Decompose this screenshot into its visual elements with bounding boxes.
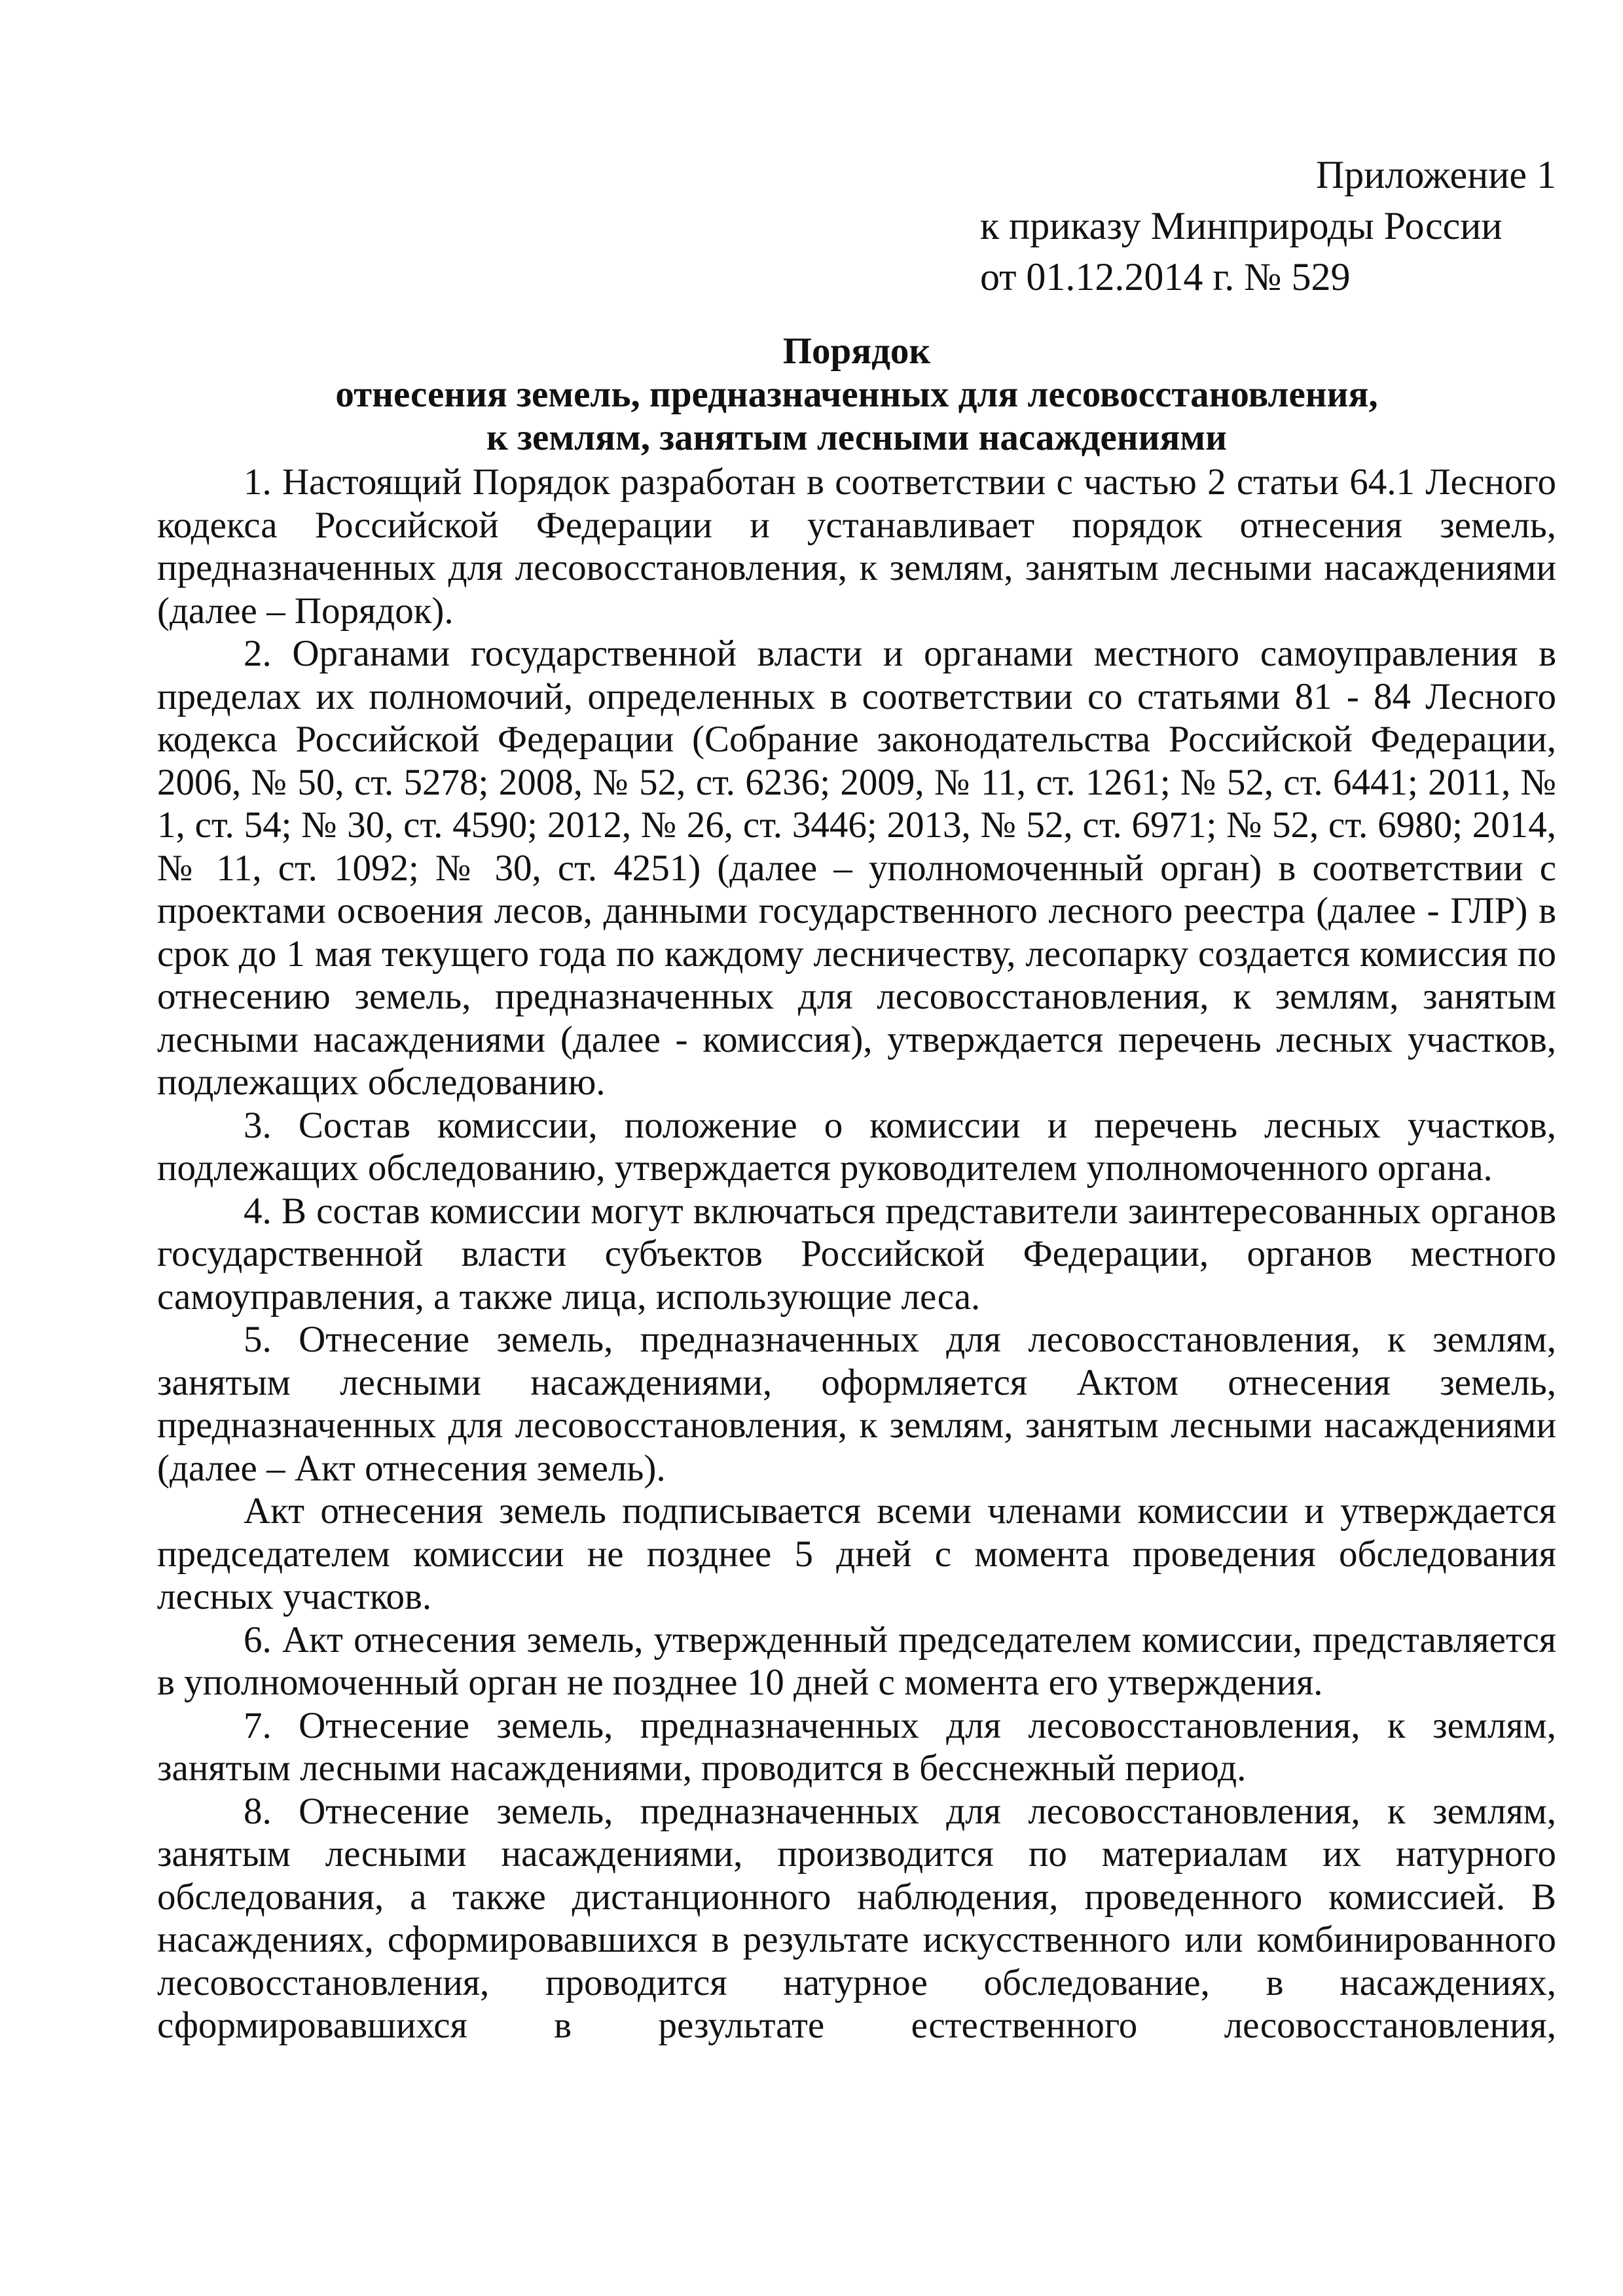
document-title: [157, 330, 1556, 459]
paragraph-6: 6. Акт отнесения земель, утвержденный председателем комиссии, представляется в уполномоченный орган не позднее 10 дней с момента его утверждения.: [157, 1619, 1556, 1703]
annex-order-date: от 01.12.2014 г. № 529: [980, 255, 1351, 298]
paragraph-3: 3. Состав комиссии, положение о комиссии и перечень лесных участков, подлежащих обследованию, утверждается руководителем уполномоченного органа.: [157, 1104, 1556, 1189]
paragraph-7: 7. Отнесение земель, предназначенных для лесовосстановления, к землям, занятым лесными насаждениями, проводится в бесснежный период.: [157, 1704, 1556, 1789]
annex-order-reference: к приказу Минприроды России: [980, 204, 1503, 247]
paragraph-5: 5. Отнесение земель, предназначенных для лесовосстановления, к землям, занятым лесными насаждениями, оформляется Актом отнесения земель, предназначенных для лесовосстановления, к землям, занятым лесными насаждениями (далее – Акт отнесения земель).: [157, 1319, 1556, 1489]
paragraph-2: 2. Органами государственной власти и органами местного самоуправления в пределах их полномочий, определенных в соответствии со статьями 81 - 84 Лесного кодекса Российской Федерации (Собрание законодательства Российской Федерации, 2006, № 50, ст. 5278; 2008, № 52, ст. 6236; 2009, № 11, ст. 1261; № 52, ст. 6441; 2011, № 1, ст. 54; № 30, ст. 4590; 2012, № 26, ст. 3446; 2013, № 52, ст. 6971; № 52, ст. 6980; 2014, № 11, ст. 1092; № 30, ст. 4251) (далее – уполномоченный орган) в соответствии с проектами освоения лесов, данными государственного лесного реестра (далее - ГЛР) в срок до 1 мая текущего года по каждому лесничеству, лесопарку создается комиссия по отнесению земель, предназначенных для лесовосстановления, к землям, занятым лесными насаждениями (далее - комиссия), утверждается перечень лесных участков, подлежащих обследованию.: [157, 633, 1556, 1103]
title-line-1: Порядок: [782, 331, 931, 372]
paragraph-4: 4. В состав комиссии могут включаться представители заинтересованных органов государственной власти субъектов Российской Федерации, органов местного самоуправления, а также лица, использующие леса.: [157, 1190, 1556, 1318]
paragraph-8: 8. Отнесение земель, предназначенных для лесовосстановления, к землям, занятым лесными насаждениями, производится по материалам их натурного обследования, а также дистанционного наблюдения, проведенного комиссией. В насаждениях, сформировавшихся в результате искусственного или комбинированного лесовосстановления, проводится натурное обследование, в насаждениях, сформировавшихся в результате естественного лесовосстановления,: [157, 1790, 1556, 2046]
paragraph-5-continued: Акт отнесения земель подписывается всеми членами комиссии и утверждается председателем комиссии не позднее 5 дней с момента проведения обследования лесных участков.: [157, 1490, 1556, 1617]
title-line-2: отнесения земель, предназначенных для лесовосстановления,: [335, 374, 1378, 415]
document-body: [157, 461, 1556, 2047]
annex-title: Приложение 1: [1315, 153, 1556, 196]
paragraph-1: 1. Настоящий Порядок разработан в соответствии с частью 2 статьи 64.1 Лесного кодекса Российской Федерации и устанавливает порядок отнесения земель, предназначенных для лесовосстановления, к землям, занятым лесными насаждениями (далее – Порядок).: [157, 461, 1556, 632]
title-line-3: к землям, занятым лесными насаждениями: [486, 417, 1227, 458]
annex-header: [980, 149, 1556, 302]
